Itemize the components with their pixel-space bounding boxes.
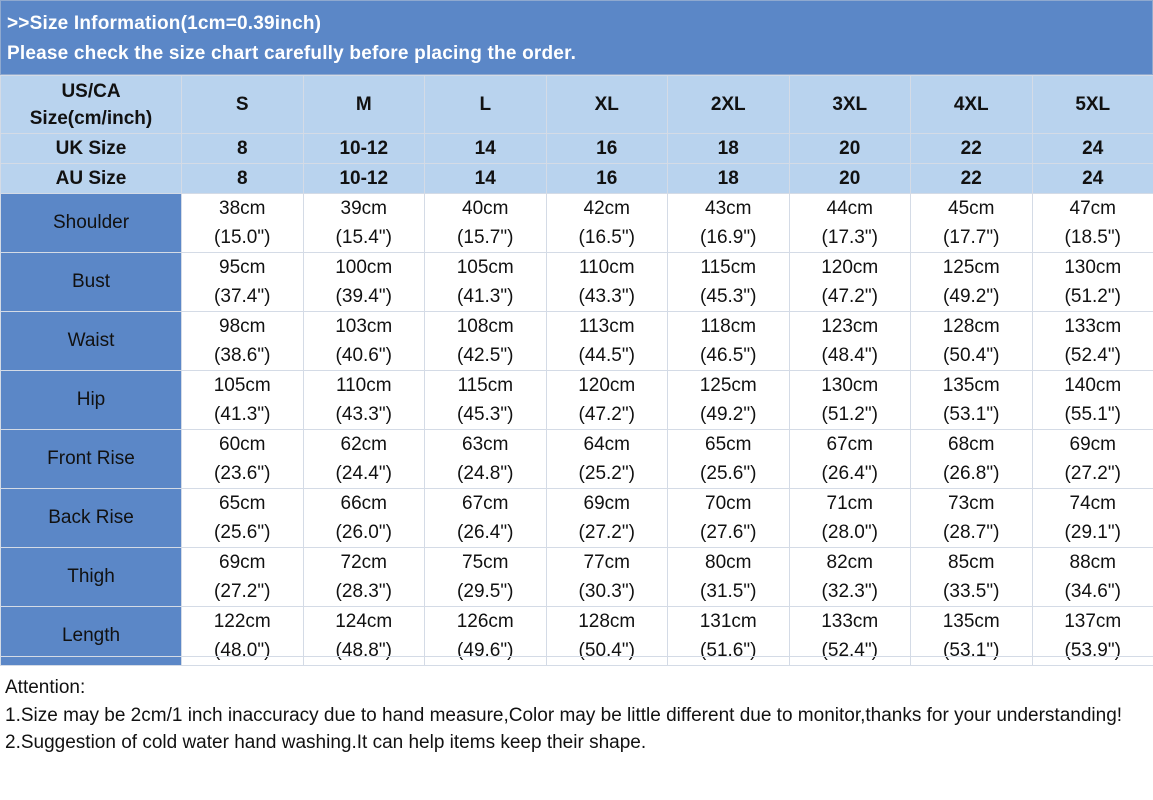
value-inch: (51.6") (700, 640, 757, 661)
size-cell: M (303, 76, 425, 134)
au-size-cell: 20 (789, 164, 911, 194)
attention-note-2: 2.Suggestion of cold water hand washing.It can help items keep their shape. (5, 732, 647, 753)
measurement-value-cell (1032, 253, 1153, 312)
value-inch: (52.4") (821, 640, 878, 661)
value-cm: 88cm (1069, 552, 1116, 573)
measurement-row (1, 312, 1153, 371)
value-inch: (24.8") (457, 463, 514, 484)
value-inch: (29.1") (1064, 522, 1121, 543)
measurement-value-cell (546, 312, 668, 371)
value-inch: (17.7") (943, 227, 1000, 248)
value-cm: 125cm (942, 257, 1000, 278)
measurement-value-cell (789, 194, 911, 253)
value-inch: (27.2") (214, 581, 271, 602)
uk-size-cell: 16 (546, 134, 668, 164)
size-label-line2: Size(cm/inch) (29, 107, 153, 129)
value-inch: (49.6") (457, 640, 514, 661)
size-info-banner (0, 0, 1153, 75)
value-inch: (31.5") (700, 581, 757, 602)
value-inch: (26.8") (943, 463, 1000, 484)
measurement-value-cell (546, 430, 668, 489)
value-cm: 123cm (821, 316, 879, 337)
measurement-row (1, 194, 1153, 253)
measurement-value-cell (182, 430, 304, 489)
value-inch: (48.4") (821, 345, 878, 366)
value-inch: (48.0") (214, 640, 271, 661)
value-cm: 69cm (583, 493, 630, 514)
measurement-value-cell (911, 312, 1033, 371)
measurement-value-cell (182, 371, 304, 430)
size-label-cell (1, 76, 182, 134)
value-inch: (50.4") (578, 640, 635, 661)
value-cm: 105cm (456, 257, 514, 278)
value-inch: (17.3") (821, 227, 878, 248)
value-inch: (16.9") (700, 227, 757, 248)
au-size-cell: 16 (546, 164, 668, 194)
au-size-label: AU Size (1, 164, 182, 194)
value-cm: 105cm (213, 375, 271, 396)
measurement-value-cell (911, 194, 1033, 253)
value-inch: (32.3") (821, 581, 878, 602)
value-cm: 133cm (1064, 316, 1122, 337)
value-cm: 70cm (705, 493, 752, 514)
value-cm: 128cm (942, 316, 1000, 337)
measurement-row (1, 548, 1153, 607)
measurement-value-cell (182, 489, 304, 548)
measurement-label: Back Rise (1, 489, 182, 548)
measurement-value-cell (789, 312, 911, 371)
value-inch: (43.3") (578, 286, 635, 307)
value-inch: (45.3") (457, 404, 514, 425)
value-inch: (15.7") (457, 227, 514, 248)
measurement-label: Bust (1, 253, 182, 312)
measurement-value-cell (425, 253, 547, 312)
size-info-title: >>Size Information(1cm=0.39inch) (7, 13, 322, 34)
value-inch: (41.3") (457, 286, 514, 307)
value-cm: 135cm (942, 611, 1000, 632)
value-inch: (25.6") (700, 463, 757, 484)
value-cm: 60cm (219, 434, 266, 455)
value-inch: (28.0") (821, 522, 878, 543)
measurement-value-cell (303, 312, 425, 371)
value-inch: (15.0") (214, 227, 271, 248)
value-inch: (26.0") (335, 522, 392, 543)
value-cm: 40cm (462, 198, 509, 219)
value-inch: (25.6") (214, 522, 271, 543)
size-cell: L (425, 76, 547, 134)
measurement-label: Shoulder (1, 194, 182, 253)
value-inch: (26.4") (821, 463, 878, 484)
value-cm: 80cm (705, 552, 752, 573)
attention-title: Attention: (5, 677, 86, 698)
value-inch: (18.5") (1064, 227, 1121, 248)
measurement-value-cell (1032, 430, 1153, 489)
value-inch: (39.4") (335, 286, 392, 307)
value-cm: 120cm (578, 375, 636, 396)
value-inch: (45.3") (700, 286, 757, 307)
measurement-row (1, 371, 1153, 430)
measurement-value-cell (1032, 371, 1153, 430)
measurement-value-cell (303, 489, 425, 548)
size-cell: S (182, 76, 304, 134)
size-header-row (1, 76, 1153, 134)
value-cm: 130cm (1064, 257, 1122, 278)
value-inch: (47.2") (578, 404, 635, 425)
measurement-value-cell (546, 253, 668, 312)
measurement-rows (1, 194, 1153, 666)
value-inch: (44.5") (578, 345, 635, 366)
value-inch: (34.6") (1064, 581, 1121, 602)
size-chart-table (0, 75, 1153, 666)
value-cm: 137cm (1064, 611, 1122, 632)
value-cm: 69cm (219, 552, 266, 573)
measurement-row (1, 430, 1153, 489)
size-cell: 5XL (1032, 76, 1153, 134)
value-cm: 124cm (335, 611, 393, 632)
value-cm: 43cm (705, 198, 752, 219)
measurement-value-cell (1032, 312, 1153, 371)
measurement-value-cell (425, 489, 547, 548)
value-cm: 82cm (826, 552, 873, 573)
value-inch: (23.6") (214, 463, 271, 484)
value-cm: 66cm (340, 493, 387, 514)
value-cm: 64cm (583, 434, 630, 455)
measurement-value-cell (182, 312, 304, 371)
size-cell: 4XL (911, 76, 1033, 134)
value-cm: 120cm (821, 257, 879, 278)
measurement-value-cell (789, 489, 911, 548)
value-cm: 108cm (456, 316, 514, 337)
value-inch: (33.5") (943, 581, 1000, 602)
value-cm: 75cm (462, 552, 509, 573)
value-inch: (53.1") (943, 640, 1000, 661)
uk-size-cell: 22 (911, 134, 1033, 164)
value-cm: 115cm (700, 257, 757, 278)
value-inch: (42.5") (457, 345, 514, 366)
measurement-value-cell (425, 194, 547, 253)
measurement-value-cell (303, 371, 425, 430)
au-size-row (1, 164, 1153, 194)
uk-size-cell: 14 (425, 134, 547, 164)
measurement-value-cell (911, 371, 1033, 430)
value-cm: 135cm (942, 375, 1000, 396)
measurement-value-cell (668, 253, 790, 312)
value-cm: 44cm (826, 198, 873, 219)
value-cm: 128cm (578, 611, 636, 632)
value-cm: 71cm (826, 493, 873, 514)
size-info-subtitle: Please check the size chart carefully before placing the order. (7, 43, 577, 64)
value-cm: 74cm (1069, 493, 1116, 514)
measurement-value-cell (789, 548, 911, 607)
uk-size-cell: 24 (1032, 134, 1153, 164)
value-cm: 77cm (583, 552, 630, 573)
value-inch: (49.2") (943, 286, 1000, 307)
measurement-value-cell (303, 253, 425, 312)
measurement-row (1, 253, 1153, 312)
value-cm: 69cm (1069, 434, 1116, 455)
measurement-value-cell (303, 194, 425, 253)
measurement-value-cell (668, 312, 790, 371)
measurement-value-cell (425, 548, 547, 607)
value-cm: 73cm (948, 493, 995, 514)
value-cm: 47cm (1069, 198, 1116, 219)
value-inch: (16.5") (578, 227, 635, 248)
value-cm: 62cm (340, 434, 387, 455)
value-inch: (41.3") (214, 404, 271, 425)
value-inch: (40.6") (335, 345, 392, 366)
measurement-value-cell (1032, 194, 1153, 253)
au-size-cell: 10-12 (303, 164, 425, 194)
au-size-cell: 18 (668, 164, 790, 194)
measurement-value-cell (546, 548, 668, 607)
value-inch: (28.3") (335, 581, 392, 602)
uk-size-cell: 8 (182, 134, 304, 164)
value-cm: 118cm (700, 316, 757, 337)
measurement-value-cell (182, 194, 304, 253)
value-cm: 68cm (948, 434, 995, 455)
value-inch: (25.2") (578, 463, 635, 484)
value-cm: 98cm (219, 316, 266, 337)
value-cm: 72cm (340, 552, 387, 573)
attention-note-1: 1.Size may be 2cm/1 inch inaccuracy due to hand measure,Color may be little different due to monitor,thanks for your understanding! (5, 704, 1123, 726)
uk-size-row (1, 134, 1153, 164)
value-inch: (47.2") (821, 286, 878, 307)
value-inch: (43.3") (335, 404, 392, 425)
value-inch: (53.1") (943, 404, 1000, 425)
measurement-value-cell (789, 253, 911, 312)
value-inch: (37.4") (214, 286, 271, 307)
value-cm: 100cm (335, 257, 393, 278)
value-inch: (49.2") (700, 404, 757, 425)
measurement-value-cell (668, 194, 790, 253)
measurement-value-cell (425, 371, 547, 430)
value-cm: 126cm (456, 611, 514, 632)
value-inch: (55.1") (1064, 404, 1121, 425)
value-inch: (26.4") (457, 522, 514, 543)
measurement-value-cell (425, 312, 547, 371)
size-label-line1: US/CA (61, 80, 121, 102)
au-size-cell: 24 (1032, 164, 1153, 194)
measurement-value-cell (546, 371, 668, 430)
measurement-value-cell (911, 489, 1033, 548)
measurement-value-cell (668, 371, 790, 430)
size-cell: XL (546, 76, 668, 134)
value-inch: (51.2") (821, 404, 878, 425)
value-inch: (27.6") (700, 522, 757, 543)
measurement-value-cell (668, 489, 790, 548)
value-cm: 63cm (462, 434, 509, 455)
uk-size-cell: 20 (789, 134, 911, 164)
value-inch: (27.2") (1064, 463, 1121, 484)
measurement-value-cell (911, 253, 1033, 312)
measurement-value-cell (1032, 548, 1153, 607)
value-cm: 133cm (821, 611, 879, 632)
value-inch: (28.7") (943, 522, 1000, 543)
measurement-value-cell (911, 548, 1033, 607)
value-inch: (15.4") (335, 227, 392, 248)
value-inch: (29.5") (457, 581, 514, 602)
au-size-cell: 22 (911, 164, 1033, 194)
value-cm: 45cm (948, 198, 995, 219)
value-inch: (27.2") (578, 522, 635, 543)
value-cm: 67cm (826, 434, 873, 455)
value-inch: (51.2") (1064, 286, 1121, 307)
measurement-value-cell (668, 548, 790, 607)
value-inch: (52.4") (1064, 345, 1121, 366)
size-cell: 2XL (668, 76, 790, 134)
measurement-value-cell (546, 489, 668, 548)
measurement-value-cell (668, 430, 790, 489)
value-inch: (50.4") (943, 345, 1000, 366)
value-cm: 39cm (340, 198, 387, 219)
value-cm: 122cm (213, 611, 271, 632)
value-cm: 115cm (457, 375, 514, 396)
uk-size-cell: 10-12 (303, 134, 425, 164)
measurement-label: Length (1, 607, 182, 666)
value-cm: 103cm (335, 316, 393, 337)
value-cm: 125cm (699, 375, 757, 396)
measurement-value-cell (425, 430, 547, 489)
value-cm: 131cm (699, 611, 757, 632)
value-cm: 95cm (219, 257, 266, 278)
size-cell: 3XL (789, 76, 911, 134)
measurement-value-cell (1032, 489, 1153, 548)
measurement-label: Thigh (1, 548, 182, 607)
value-cm: 130cm (821, 375, 879, 396)
measurement-value-cell (182, 253, 304, 312)
value-inch: (38.6") (214, 345, 271, 366)
measurement-value-cell (789, 430, 911, 489)
value-cm: 65cm (705, 434, 752, 455)
measurement-value-cell (546, 194, 668, 253)
value-inch: (30.3") (578, 581, 635, 602)
value-inch: (48.8") (335, 640, 392, 661)
measurement-value-cell (182, 548, 304, 607)
uk-size-label: UK Size (1, 134, 182, 164)
au-size-cell: 14 (425, 164, 547, 194)
measurement-label: Waist (1, 312, 182, 371)
au-size-cell: 8 (182, 164, 304, 194)
value-cm: 110cm (578, 257, 635, 278)
value-cm: 42cm (583, 198, 630, 219)
value-cm: 85cm (948, 552, 995, 573)
value-cm: 67cm (462, 493, 509, 514)
value-inch: (46.5") (700, 345, 757, 366)
value-cm: 110cm (335, 375, 392, 396)
value-inch: (53.9") (1064, 640, 1121, 661)
value-cm: 140cm (1064, 375, 1122, 396)
attention-notes (0, 656, 1153, 800)
value-cm: 38cm (219, 198, 266, 219)
uk-size-cell: 18 (668, 134, 790, 164)
value-cm: 113cm (578, 316, 635, 337)
measurement-value-cell (789, 371, 911, 430)
measurement-label: Front Rise (1, 430, 182, 489)
value-inch: (24.4") (335, 463, 392, 484)
measurement-value-cell (303, 430, 425, 489)
measurement-row (1, 489, 1153, 548)
measurement-value-cell (911, 430, 1033, 489)
measurement-value-cell (303, 548, 425, 607)
value-cm: 65cm (219, 493, 266, 514)
measurement-label: Hip (1, 371, 182, 430)
